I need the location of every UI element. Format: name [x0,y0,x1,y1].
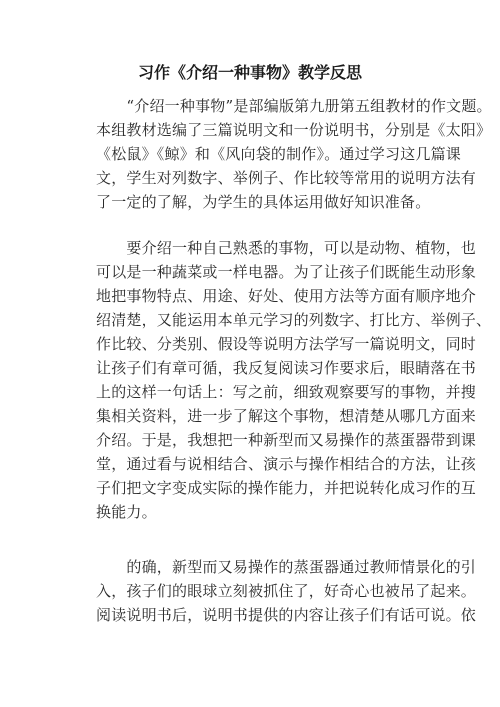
paragraph-line: 介绍。于是，我想把一种新型而又易操作的蒸蛋器带到课 [96,431,477,449]
paragraph-line: 入，孩子们的眼球立刻被抓住了，好奇心也被吊了起来。 [96,582,477,600]
paragraph-line: 了一定的了解，为学生的具体运用做好知识准备。 [96,193,431,211]
paragraph-line: 本组教材选编了三篇说明文和一份说明书，分别是《太阳》 [96,121,492,139]
paragraph-line: 绍清楚，又能运用本单元学习的列数字、打比方、举例子、 [96,311,492,329]
paragraph-2 [96,236,492,524]
paragraph-1 [96,94,492,214]
paragraph-line: 文，学生对列数字、举例子、作比较等常用的说明方法有 [96,169,477,187]
paragraph-line: 堂，通过看与说相结合、演示与操作相结合的方法，让孩 [96,455,477,473]
paragraph-line: 作比较、分类别、假设等说明方法学写一篇说明文，同时 [96,335,477,353]
paragraph-line: “介绍一种事物”是部编版第九册第五组教材的作文题。 [96,97,492,115]
paragraph-line: 集相关资料，进一步了解这个事物，想清楚从哪几方面来 [96,407,477,425]
document-title: 习作《介绍一种事物》教学反思 [137,63,362,82]
paragraph-line: 《松鼠》《鲸》和《风向袋的制作》。通过学习这几篇课 [96,145,462,163]
paragraph-line: 可以是一种蔬菜或一样电器。为了让孩子们既能生动形象 [96,263,477,281]
paragraph-line: 地把事物特点、用途、好处、使用方法等方面有顺序地介 [96,287,477,305]
paragraph-3 [96,555,477,627]
paragraph-line: 子们把文字变成实际的操作能力，并把说转化成习作的互 [96,479,477,497]
paragraph-line: 要介绍一种自己熟悉的事物，可以是动物、植物，也 [96,239,477,257]
paragraph-line: 让孩子们有章可循，我反复阅读习作要求后，眼睛落在书 [96,359,477,377]
paragraph-line: 的确，新型而又易操作的蒸蛋器通过教师情景化的引 [96,558,477,576]
paragraph-line: 换能力。 [96,503,157,521]
paragraph-line: 上的这样一句话上：写之前，细致观察要写的事物，并搜 [96,383,477,401]
paragraph-line: 阅读说明书后，说明书提供的内容让孩子们有话可说。依 [96,606,477,624]
